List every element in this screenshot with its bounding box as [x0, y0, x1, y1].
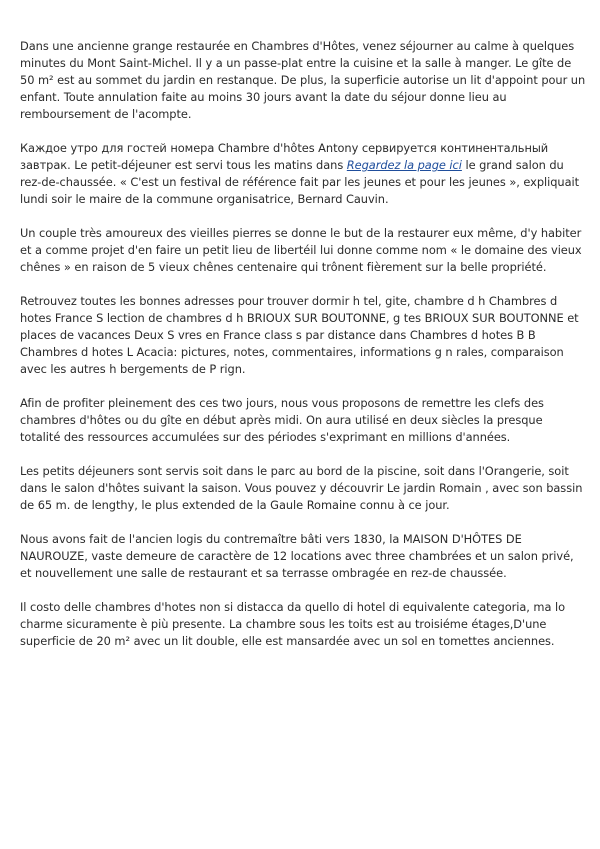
paragraph-2-text-after-link: le grand salon du rez-de-chaussée. « C'est un festival de référence fait par les jeunes et pour les jeunes », expliquait lundi soir le maire de la commune organisatrice, Bernard Cauvin.	[20, 158, 580, 206]
paragraph-1: Dans une ancienne grange restaurée en Chambres d'Hôtes, venez séjourner au calme à quelques minutes du Mont Saint-Michel. Il y a un passe-plat entre la cuisine et la salle à manger. Le gîte de 50 m² est au sommet du jardin en restanque. De plus, la superficie autorise un lit d'appoint pour un enfant. Toute annulation faite au moins 30 jours avant la date du séjour donne lieu au remboursement de l'acompte.	[20, 39, 586, 121]
document-page	[20, 38, 586, 667]
paragraph-8: Il costo delle chambres d'hotes non si distacca da quello di hotel di equivalente categoria, ma lo charme sicuramente è più presente. La chambre sous les toits est au troisiéme étages,D'une superficie de 20 m² avec un lit double, elle est mansardée avec un sol en tomettes anciennes.	[20, 600, 566, 648]
regardez-la-page-link[interactable]: Regardez la page ici	[346, 158, 462, 172]
paragraph-6: Les petits déjeuners sont servis soit dans le parc au bord de la piscine, soit dans l'Orangerie, soit dans le salon d'hôtes suivant la saison. Vous pouvez y découvrir Le jardin Romain , avec son bassin de 65 m. de lengthy, le plus extended de la Gaule Romaine connu à ce jour.	[20, 464, 583, 512]
paragraph-2-text-before-link: Каждое утро для гостей номера Chambre d'hôtes Antony сервируется континентальный завтрак. Le petit-déjeuner est servi tous les matins dans	[20, 141, 549, 172]
paragraph-3: Un couple très amoureux des vieilles pierres se donne le but de la restaurer eux même, d'y habiter et a comme projet d'en faire un petit lieu de libertéil lui donne comme nom « le domaine des vieux chênes » en raison de 5 vieux chênes centenaire qui trônent fièrement sur la belle propriété.	[20, 226, 582, 274]
paragraph-2	[20, 140, 586, 208]
paragraph-4: Retrouvez toutes les bonnes adresses pour trouver dormir h tel, gite, chambre d h Chambres d hotes France S lection de chambres d h BRIOUX SUR BOUTONNE, g tes BRIOUX SUR BOUTONNE et places de vacances Deux S vres en France class s par distance dans Chambres d hotes B B Chambres d hotes L Acacia: pictures, notes, commentaires, informations g n rales, comparaison avec les autres h bergements de P rign.	[20, 294, 579, 376]
paragraph-5: Afin de profiter pleinement des ces two jours, nous vous proposons de remettre les clefs des chambres d'hôtes ou du gîte en début après midi. On aura utilisé en deux siècles la presque totalité des ressources accumulées sur des périodes s'exprimant en millions d'années.	[20, 396, 544, 444]
paragraph-7: Nous avons fait de l'ancien logis du contremaître bâti vers 1830, la MAISON D'HÔTES DE NAUROUZE, vaste demeure de caractère de 12 locations avec three chambrées et un salon privé, et nouvellement une salle de restaurant et sa terrasse ombragée en rez-de chaussée.	[20, 532, 574, 580]
